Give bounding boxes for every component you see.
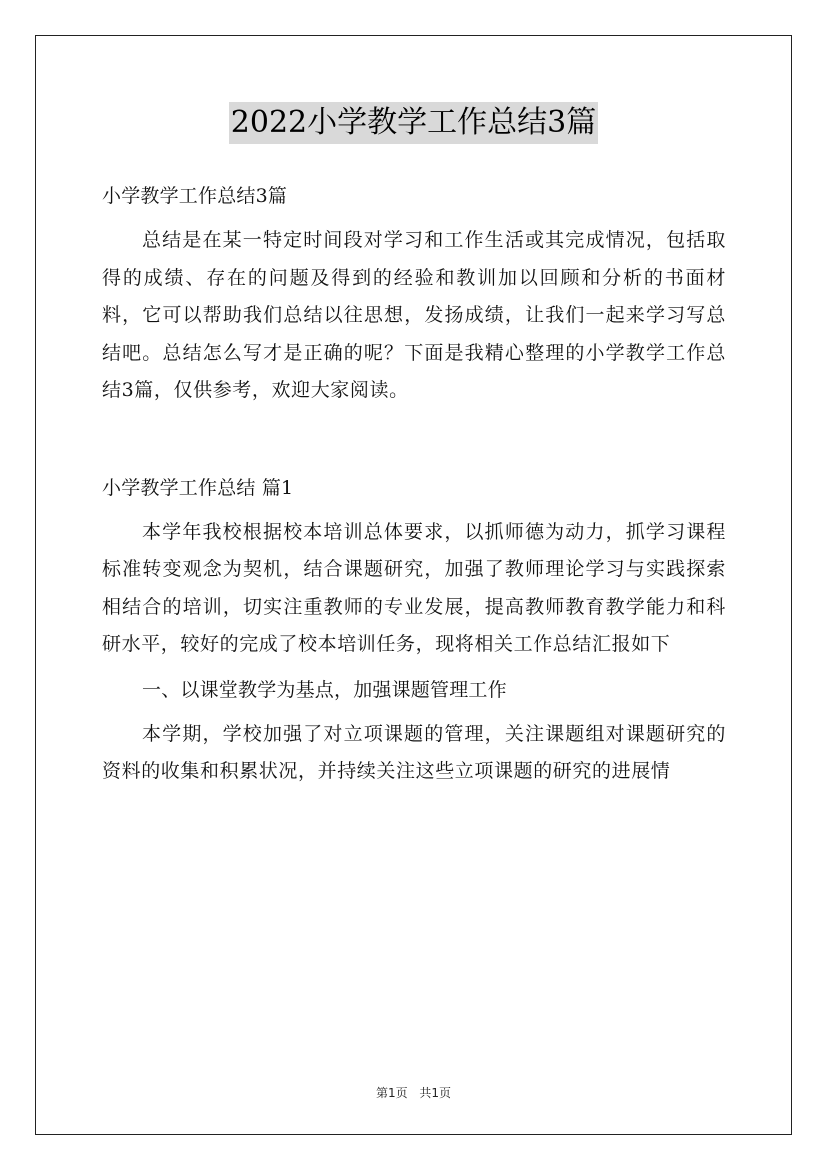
page-number: 第1页 [375,1086,408,1100]
title-container [0,102,827,144]
section-heading: 小学教学工作总结 篇1 [102,476,294,499]
section-paragraph-1: 本学年我校根据校本培训总体要求，以抓师德为动力，抓学习课程标准转变观念为契机，结合课题研究，加强了教师理论学习与实践探索相结合的培训，切实注重教师的专业发展，提高教师教育教学能力和科研水平，较好的完成了校本培训任务，现将相关工作总结汇报如下 [102,520,726,655]
section-subheading: 一、以课堂教学为基点，加强课题管理工作 [142,678,507,701]
document-title: 2022小学教学工作总结3篇 [229,102,598,144]
page-footer [0,1084,827,1101]
total-pages: 共1页 [419,1086,452,1100]
document-body [102,178,726,791]
intro-paragraph: 总结是在某一特定时间段对学习和工作生活或其完成情况，包括取得的成绩、存在的问题及得到的经验和教训加以回顾和分析的书面材料，它可以帮助我们总结以往思想，发扬成绩，让我们一起来学习写总结吧。总结怎么写才是正确的呢？下面是我精心整理的小学教学工作总结3篇，仅供参考，欢迎大家阅读。 [102,229,726,401]
section-paragraph-2: 本学期，学校加强了对立项课题的管理，关注课题组对课题研究的资料的收集和积累状况，并持续关注这些立项课题的研究的进展情 [102,722,726,782]
subtitle: 小学教学工作总结3篇 [102,185,288,207]
